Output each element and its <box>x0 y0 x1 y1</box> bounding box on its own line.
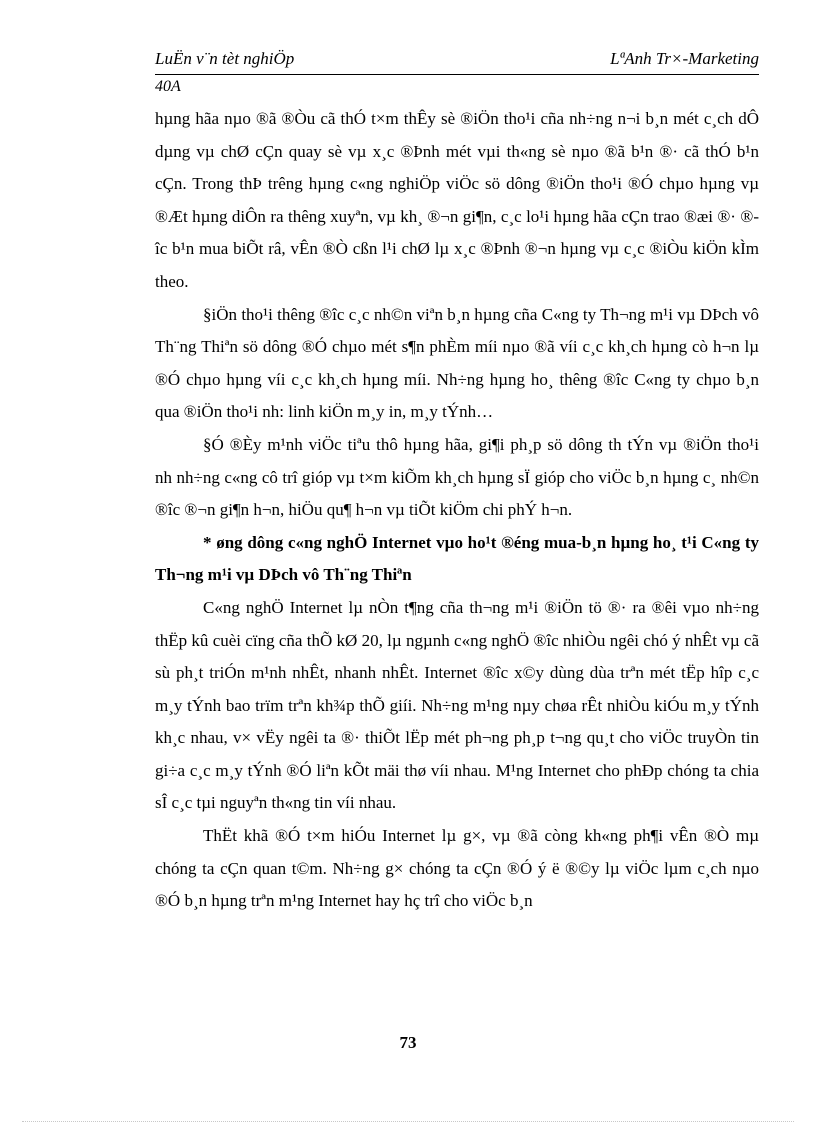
body-text <box>155 103 759 918</box>
header-author: LªAnh Tr×-Marketing <box>610 49 759 68</box>
header-class-code: 40A <box>155 78 181 95</box>
paragraph: C«ng nghÖ Internet lµ nÒn t¶ng cña th¬ng m¹i ®iÖn tö ®· ra ®êi vµo nh÷ng thËp kû cuèi cïng cña thÕ kØ 20, lµ ngµnh c«ng nghÖ ®îc nhiÒu ngêi chó ý nhÊt vµ cã sù ph¸t triÓn m¹nh nhÊt, nhanh nhÊt. Internet ®îc x©y dùng dùa trªn mét tËp hîp c¸c m¸y tÝnh bao trïm trªn kh¾p thÕ giíi. Nh÷ng m¹ng nµy chøa rÊt nhiÒu kiÓu m¸y tÝnh kh¸c nhau, v× vËy ngêi ta ®· thiÕt lËp mét ph¬ng ph¸p t¬ng qu¸t cho viÖc truyÒn tin gi÷a c¸c m¸y tÝnh ®Ó liªn kÕt mäi thø víi nhau. M¹ng Internet cho phÐp chóng ta chia sÎ c¸c tµi nguyªn th«ng tin víi nhau. <box>155 597 759 813</box>
section-heading: * øng dông c«ng nghÖ Internet vµo ho¹t ®éng mua-b¸n hµng ho¸ t¹i C«ng ty Th¬ng m¹i vµ DÞch vô Th¨ng Thiªn <box>155 532 759 585</box>
header-thesis-title: LuËn v¨n tèt nghiÖp <box>155 49 295 68</box>
paragraph: ThËt khã ®Ó t×m hiÓu Internet lµ g×, vµ ®ã còng kh«ng ph¶i vÊn ®Ò mµ chóng ta cÇn quan t©m. Nh÷ng g× chóng ta cÇn ®Ó ý ë ®©y lµ viÖc lµm c¸ch nµo ®Ó b¸n hµng trªn m¹ng Internet hay hç trî cho viÖc b¸n <box>155 826 759 911</box>
page-number: 73 <box>399 1033 417 1052</box>
page-header <box>155 48 759 75</box>
paragraph: hµng hãa nµo ®ã ®Òu cã thÓ t×m thÊy sè ®iÖn tho¹i cña nh÷ng n¬i b¸n mét c¸ch dÔ dµng vµ chØ cÇn quay sè vµ x¸c ®Þnh mét vµi th«ng sè nµo ®ã b¹n ®· cã thÓ b¹n cÇn. Trong thÞ trêng hµng c«ng nghiÖp viÖc sö dông ®iÖn tho¹i ®Ó chµo hµng vµ ®Æt hµng diÔn ra thêng xuyªn, vµ kh¸ ®¬n gi¶n, c¸c lo¹i hµng hãa cÇn trao ®æi ®· ®îc b¹n mua biÕt râ, vÊn ®Ò cßn l¹i chØ lµ x¸c ®Þnh ®¬n hµng vµ c¸c ®iÒu kiÖn kÌm theo. <box>155 109 759 291</box>
paragraph: §iÖn tho¹i thêng ®îc c¸c nh©n viªn b¸n hµng cña C«ng ty Th¬ng m¹i vµ DÞch vô Th¨ng Thiªn sö dông ®Ó chµo mét s¶n phÈm míi nµo ®ã víi c¸c kh¸ch hµng cò h¬n lµ ®Ó chµo hµng víi c¸c kh¸ch hµng míi. Nh÷ng hµng ho¸ thêng ®îc C«ng ty chµo b¸n qua ®iÖn tho¹i nh: linh kiÖn m¸y in, m¸y tÝnh… <box>155 304 759 422</box>
paragraph: §Ó ®Èy m¹nh viÖc tiªu thô hµng hãa, gi¶i ph¸p sö dông th tÝn vµ ®iÖn tho¹i nh nh÷ng c«ng cô trî gióp vµ t×m kiÕm kh¸ch hµng sÏ gióp cho viÖc b¸n hµng c¸ nh©n ®îc ®¬n gi¶n h¬n, hiÖu qu¶ h¬n vµ tiÕt kiÖm chi phÝ h¬n. <box>155 434 759 520</box>
page-bottom-border <box>22 1121 794 1122</box>
